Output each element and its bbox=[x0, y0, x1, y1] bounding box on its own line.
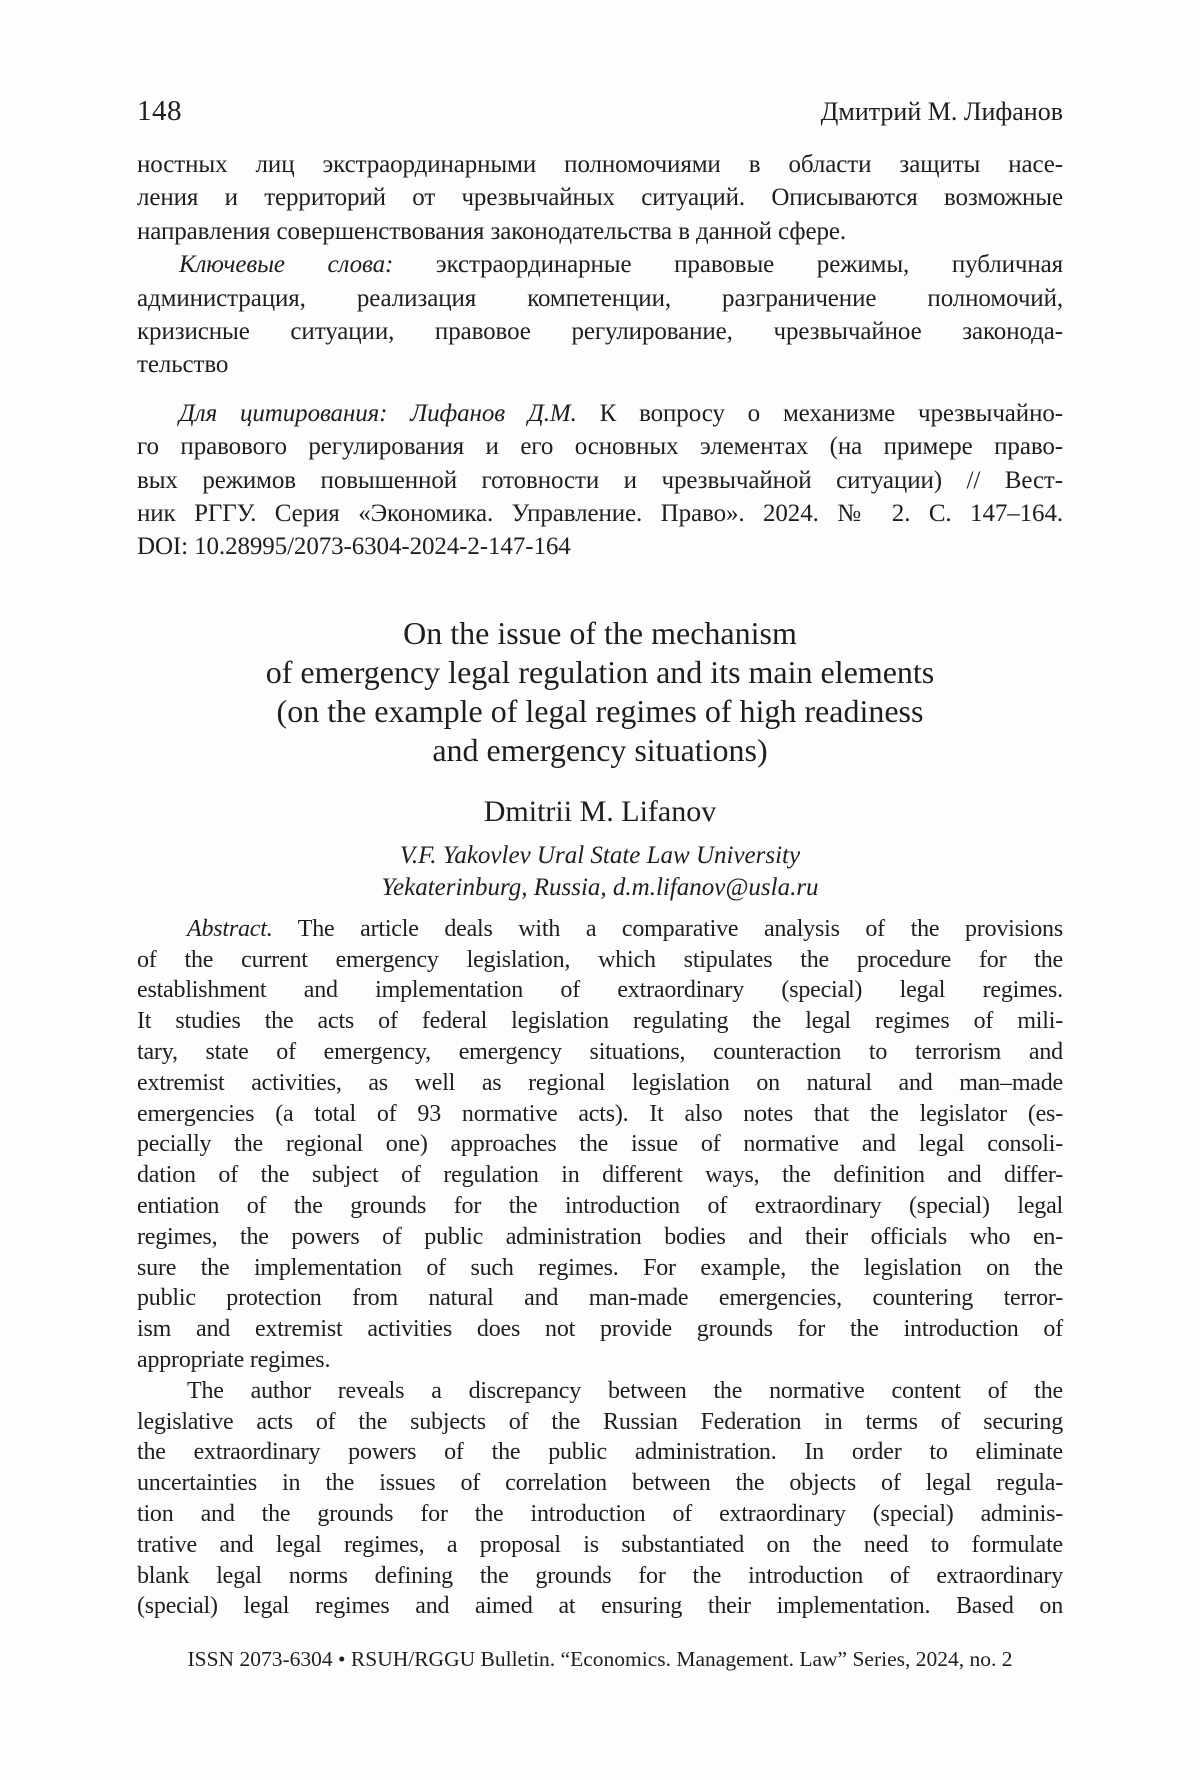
page-number: 148 bbox=[137, 95, 182, 127]
keywords-first-line bbox=[137, 248, 1063, 281]
author-affiliation bbox=[137, 840, 1063, 904]
doi-line: DOI: 10.28995/2073-6304-2024-2-147-164 bbox=[137, 533, 571, 561]
russian-abstract-tail bbox=[137, 148, 1063, 248]
article-title-en bbox=[137, 614, 1063, 770]
text-line: emergencies (a total of 93 normative acts). It also notes that the legislator (es- bbox=[137, 1100, 1063, 1127]
text-line: тельство bbox=[137, 351, 229, 379]
text-line: public protection from natural and man-made emergencies, countering terror- bbox=[137, 1285, 1063, 1312]
abstract-en-paragraph-2 bbox=[137, 1376, 1063, 1622]
text-line: On the issue of the mechanism bbox=[403, 614, 797, 651]
text-line: администрация, реализация компетенции, разграничение полномочий, bbox=[137, 284, 1063, 312]
abstract-p2-first-line: The author reveals a discrepancy between the normative content of the bbox=[187, 1377, 1063, 1404]
abstract-label: Abstract. bbox=[187, 915, 273, 942]
keywords-paragraph bbox=[137, 248, 1063, 382]
abstract-first-line-rest: The article deals with a comparative analysis of the provisions bbox=[272, 915, 1063, 942]
text-line: and emergency situations) bbox=[432, 731, 768, 768]
keywords-first-line-rest: экстраординарные правовые режимы, публичная bbox=[393, 251, 1064, 279]
text-line: legislative acts of the subjects of the Russian Federation in terms of securing bbox=[137, 1408, 1063, 1435]
citation-lines bbox=[137, 430, 1063, 530]
text-line: extremist activities, as well as regional legislation on natural and man–made bbox=[137, 1069, 1063, 1096]
text-line: dation of the subject of regulation in different ways, the definition and differ- bbox=[137, 1162, 1063, 1189]
text-line: ism and extremist activities does not provide grounds for the introduction of bbox=[137, 1316, 1063, 1343]
text-line: blank legal norms defining the grounds for the introduction of extraordinary bbox=[137, 1562, 1063, 1589]
abstract-en-paragraph-1 bbox=[137, 914, 1063, 1376]
text-line: appropriate regimes. bbox=[137, 1347, 331, 1374]
footer-text: ISSN 2073-6304 • RSUH/RGGU Bulletin. “Economics. Management. Law” Series, 2024, no. 2 bbox=[187, 1647, 1013, 1671]
citation-label: Для цитирования: Лифанов Д.М. bbox=[179, 399, 577, 427]
abstract-p1-lines bbox=[137, 945, 1063, 1376]
citation-first-line-rest: К вопросу о механизме чрезвычайно- bbox=[576, 399, 1063, 427]
article-title-lines bbox=[137, 614, 1063, 770]
running-header bbox=[137, 0, 1063, 129]
text-line: establishment and implementation of extraordinary (special) legal regimes. bbox=[137, 977, 1063, 1004]
text-line: Yekaterinburg, Russia, d.m.lifanov@usla.ru bbox=[381, 873, 819, 901]
text-line: (on the example of legal regimes of high readiness bbox=[276, 692, 924, 729]
page-footer bbox=[0, 1646, 1200, 1672]
text-line: trative and legal regimes, a proposal is substantiated on the need to formulate bbox=[137, 1531, 1063, 1558]
text-line: entiation of the grounds for the introduction of extraordinary (special) legal bbox=[137, 1193, 1063, 1220]
text-line: tion and the grounds for the introduction of extraordinary (special) adminis- bbox=[137, 1501, 1063, 1528]
text-line: sure the implementation of such regimes. For example, the legislation on the bbox=[137, 1254, 1063, 1281]
keywords-lines bbox=[137, 282, 1063, 382]
text-line: ник РГГУ. Серия «Экономика. Управление. Право». 2024. № 2. С. 147–164. bbox=[137, 500, 1063, 528]
text-line: кризисные ситуации, правовое регулирование, чрезвычайное законода- bbox=[137, 318, 1063, 346]
text-column bbox=[137, 0, 1063, 1622]
abstract-p2-lines bbox=[137, 1407, 1063, 1623]
russian-abstract-tail-lines bbox=[137, 148, 1063, 248]
text-line: го правового регулирования и его основных элементах (на примере право- bbox=[137, 433, 1063, 461]
running-head-author: Дмитрий М. Лифанов bbox=[820, 97, 1063, 126]
affiliation-lines bbox=[137, 840, 1063, 904]
text-line: regimes, the powers of public administration bodies and their officials who en- bbox=[137, 1223, 1063, 1250]
text-line: вых режимов повышенной готовности и чрезвычайной ситуации) // Вест- bbox=[137, 466, 1063, 494]
abstract-first-line bbox=[137, 914, 1063, 945]
text-line: tary, state of emergency, emergency situations, counteraction to terrorism and bbox=[137, 1039, 1063, 1066]
text-line: направления совершенствования законодательства в данной сфере. bbox=[137, 217, 846, 245]
text-line: ностных лиц экстраординарными полномочиями в области защиты насе- bbox=[137, 151, 1063, 178]
text-line: It studies the acts of federal legislation regulating the legal regimes of mili- bbox=[137, 1008, 1063, 1035]
author-name-en: Dmitrii M. Lifanov bbox=[483, 794, 717, 828]
text-line: of emergency legal regulation and its main elements bbox=[265, 653, 935, 690]
citation-first-line bbox=[137, 397, 1063, 430]
text-line: uncertainties in the issues of correlation between the objects of legal regula- bbox=[137, 1470, 1063, 1497]
text-line: ления и территорий от чрезвычайных ситуаций. Описываются возможные bbox=[137, 184, 1063, 212]
keywords-label: Ключевые слова: bbox=[179, 251, 394, 279]
text-line: of the current emergency legislation, which stipulates the procedure for the bbox=[137, 946, 1063, 973]
citation-paragraph bbox=[137, 397, 1063, 564]
text-line: the extraordinary powers of the public administration. In order to eliminate bbox=[137, 1439, 1063, 1466]
text-line: (special) legal regimes and aimed at ensuring their implementation. Based on bbox=[137, 1593, 1063, 1620]
text-line: V.F. Yakovlev Ural State Law University bbox=[399, 841, 801, 869]
text-line: pecially the regional one) approaches the issue of normative and legal consoli- bbox=[137, 1131, 1063, 1158]
